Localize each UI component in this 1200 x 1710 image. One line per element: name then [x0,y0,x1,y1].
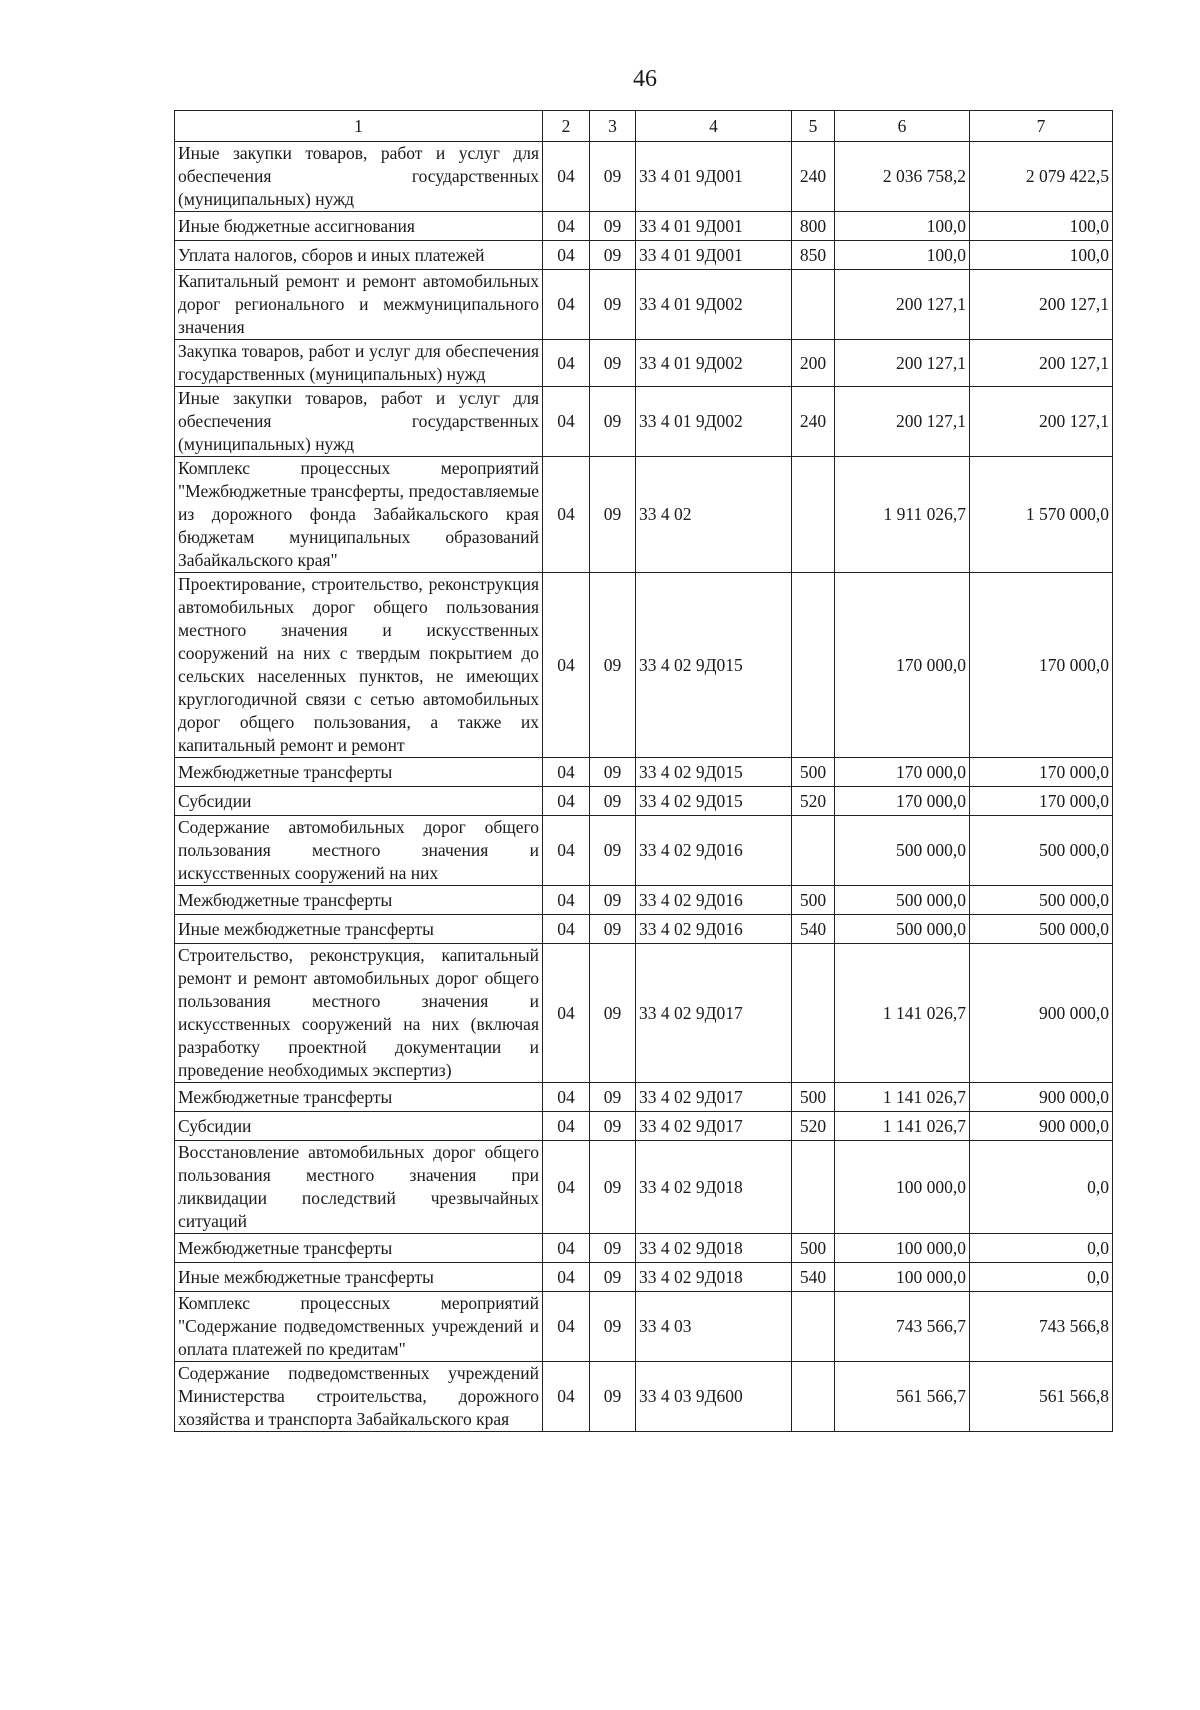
row-amount-7: 0,0 [970,1263,1113,1292]
row-subsection: 09 [590,1362,636,1432]
row-subsection: 09 [590,457,636,573]
row-expense-type [792,573,835,758]
table-row [175,212,1113,241]
row-amount-6: 500 000,0 [835,915,970,944]
row-target-code: 33 4 02 9Д016 [636,886,792,915]
row-name: Комплекс процессных мероприятий "Межбюджетные трансферты, предоставляемые из дорожного фонда Забайкальского края бюджетам муниципальных образований Забайкальского края" [175,457,543,573]
table-row [175,387,1113,457]
row-subsection: 09 [590,241,636,270]
row-amount-6: 100,0 [835,241,970,270]
table-row [175,886,1113,915]
row-amount-7: 100,0 [970,212,1113,241]
row-target-code: 33 4 01 9Д001 [636,241,792,270]
row-target-code: 33 4 02 [636,457,792,573]
row-expense-type: 500 [792,1234,835,1263]
row-expense-type: 520 [792,787,835,816]
row-amount-6: 100 000,0 [835,1234,970,1263]
row-target-code: 33 4 02 9Д017 [636,1112,792,1141]
row-section: 04 [543,241,590,270]
row-section: 04 [543,1083,590,1112]
header-col-7: 7 [970,111,1113,142]
row-name: Проектирование, строительство, реконструкция автомобильных дорог общего пользования местного значения и искусственных сооружений на них с твердым покрытием до сельских населенных пунктов, не имеющих круглогодичной связи с сетью автомобильных дорог общего пользования, а также их капитальный ремонт и ремонт [175,573,543,758]
row-amount-7: 500 000,0 [970,816,1113,886]
row-amount-6: 1 141 026,7 [835,944,970,1083]
table-row [175,457,1113,573]
row-amount-6: 1 141 026,7 [835,1083,970,1112]
row-name: Межбюджетные трансферты [175,1083,543,1112]
table-row [175,1112,1113,1141]
row-subsection: 09 [590,573,636,758]
row-target-code: 33 4 02 9Д018 [636,1234,792,1263]
row-amount-7: 170 000,0 [970,787,1113,816]
row-name: Строительство, реконструкция, капитальный ремонт и ремонт автомобильных дорог общего пользования местного значения и искусственных сооружений на них (включая разработку проектной документации и проведение необходимых экспертиз) [175,944,543,1083]
row-section: 04 [543,886,590,915]
row-subsection: 09 [590,387,636,457]
row-section: 04 [543,787,590,816]
row-name: Межбюджетные трансферты [175,886,543,915]
header-col-4: 4 [636,111,792,142]
header-col-6: 6 [835,111,970,142]
table-row [175,340,1113,387]
row-amount-6: 170 000,0 [835,787,970,816]
row-subsection: 09 [590,212,636,241]
row-subsection: 09 [590,816,636,886]
row-section: 04 [543,1292,590,1362]
row-expense-type [792,270,835,340]
row-amount-7: 500 000,0 [970,915,1113,944]
header-col-2: 2 [543,111,590,142]
row-expense-type: 850 [792,241,835,270]
row-expense-type [792,816,835,886]
row-section: 04 [543,1362,590,1432]
table-row [175,944,1113,1083]
row-section: 04 [543,915,590,944]
row-target-code: 33 4 01 9Д001 [636,142,792,212]
row-amount-7: 743 566,8 [970,1292,1113,1362]
table-row [175,142,1113,212]
row-subsection: 09 [590,1292,636,1362]
table-row [175,758,1113,787]
row-amount-6: 200 127,1 [835,340,970,387]
row-amount-7: 200 127,1 [970,387,1113,457]
row-expense-type: 540 [792,1263,835,1292]
row-expense-type: 540 [792,915,835,944]
row-name: Комплекс процессных мероприятий "Содержание подведомственных учреждений и оплата платежей по кредитам" [175,1292,543,1362]
row-section: 04 [543,340,590,387]
row-expense-type: 520 [792,1112,835,1141]
row-name: Восстановление автомобильных дорог общего пользования местного значения при ликвидации последствий чрезвычайных ситуаций [175,1141,543,1234]
table-row [175,816,1113,886]
row-target-code: 33 4 02 9Д018 [636,1141,792,1234]
row-name: Иные закупки товаров, работ и услуг для обеспечения государственных (муниципальных) нужд [175,387,543,457]
row-amount-6: 743 566,7 [835,1292,970,1362]
row-section: 04 [543,944,590,1083]
row-amount-7: 500 000,0 [970,886,1113,915]
row-amount-6: 170 000,0 [835,573,970,758]
row-amount-7: 200 127,1 [970,340,1113,387]
row-subsection: 09 [590,270,636,340]
table-row [175,787,1113,816]
row-section: 04 [543,1141,590,1234]
row-amount-7: 100,0 [970,241,1113,270]
row-name: Субсидии [175,1112,543,1141]
row-name: Закупка товаров, работ и услуг для обеспечения государственных (муниципальных) нужд [175,340,543,387]
row-amount-6: 170 000,0 [835,758,970,787]
row-expense-type: 240 [792,387,835,457]
row-subsection: 09 [590,886,636,915]
row-name: Иные закупки товаров, работ и услуг для обеспечения государственных (муниципальных) нужд [175,142,543,212]
row-section: 04 [543,758,590,787]
row-amount-6: 500 000,0 [835,816,970,886]
row-target-code: 33 4 02 9Д015 [636,787,792,816]
row-amount-7: 900 000,0 [970,1112,1113,1141]
row-subsection: 09 [590,1263,636,1292]
row-subsection: 09 [590,1234,636,1263]
table-row [175,1083,1113,1112]
table-row [175,241,1113,270]
row-amount-6: 200 127,1 [835,270,970,340]
row-target-code: 33 4 02 9Д016 [636,915,792,944]
row-section: 04 [543,1263,590,1292]
table-row [175,1263,1113,1292]
budget-table [174,110,1113,1432]
row-target-code: 33 4 01 9Д001 [636,212,792,241]
row-amount-7: 2 079 422,5 [970,142,1113,212]
row-target-code: 33 4 02 9Д016 [636,816,792,886]
row-target-code: 33 4 03 9Д600 [636,1362,792,1432]
row-amount-7: 900 000,0 [970,944,1113,1083]
table-row [175,573,1113,758]
row-expense-type [792,1141,835,1234]
row-amount-7: 561 566,8 [970,1362,1113,1432]
table-row [175,270,1113,340]
row-target-code: 33 4 02 9Д015 [636,758,792,787]
row-target-code: 33 4 03 [636,1292,792,1362]
table-row [175,1292,1113,1362]
row-amount-6: 1 141 026,7 [835,1112,970,1141]
row-subsection: 09 [590,915,636,944]
row-target-code: 33 4 02 9Д017 [636,1083,792,1112]
row-subsection: 09 [590,142,636,212]
row-amount-6: 200 127,1 [835,387,970,457]
row-section: 04 [543,387,590,457]
row-subsection: 09 [590,944,636,1083]
row-subsection: 09 [590,1083,636,1112]
row-section: 04 [543,457,590,573]
row-section: 04 [543,212,590,241]
row-amount-7: 170 000,0 [970,758,1113,787]
table-row [175,1362,1113,1432]
row-target-code: 33 4 01 9Д002 [636,340,792,387]
table-row [175,1141,1113,1234]
row-expense-type [792,1292,835,1362]
header-col-1: 1 [175,111,543,142]
row-amount-6: 500 000,0 [835,886,970,915]
row-section: 04 [543,1112,590,1141]
row-target-code: 33 4 02 9Д015 [636,573,792,758]
row-expense-type [792,457,835,573]
row-name: Иные межбюджетные трансферты [175,1263,543,1292]
row-expense-type [792,944,835,1083]
row-name: Капитальный ремонт и ремонт автомобильных дорог регионального и межмуниципального значения [175,270,543,340]
row-expense-type: 200 [792,340,835,387]
row-subsection: 09 [590,787,636,816]
row-expense-type: 500 [792,758,835,787]
row-expense-type: 800 [792,212,835,241]
row-amount-7: 200 127,1 [970,270,1113,340]
row-target-code: 33 4 01 9Д002 [636,387,792,457]
row-target-code: 33 4 02 9Д017 [636,944,792,1083]
row-expense-type: 500 [792,886,835,915]
table-row [175,1234,1113,1263]
row-amount-7: 0,0 [970,1141,1113,1234]
row-amount-7: 0,0 [970,1234,1113,1263]
row-amount-6: 100,0 [835,212,970,241]
row-expense-type [792,1362,835,1432]
row-name: Иные бюджетные ассигнования [175,212,543,241]
row-section: 04 [543,1234,590,1263]
row-amount-7: 170 000,0 [970,573,1113,758]
row-amount-6: 100 000,0 [835,1263,970,1292]
table-header-row [175,111,1113,142]
row-amount-7: 900 000,0 [970,1083,1113,1112]
row-name: Содержание автомобильных дорог общего пользования местного значения и искусственных сооружений на них [175,816,543,886]
row-amount-7: 1 570 000,0 [970,457,1113,573]
row-expense-type: 240 [792,142,835,212]
table-row [175,915,1113,944]
row-expense-type: 500 [792,1083,835,1112]
row-amount-6: 1 911 026,7 [835,457,970,573]
row-name: Субсидии [175,787,543,816]
row-name: Межбюджетные трансферты [175,758,543,787]
row-name: Межбюджетные трансферты [175,1234,543,1263]
row-subsection: 09 [590,340,636,387]
row-amount-6: 2 036 758,2 [835,142,970,212]
row-amount-6: 561 566,7 [835,1362,970,1432]
row-section: 04 [543,142,590,212]
page-number: 46 [633,66,657,92]
row-amount-6: 100 000,0 [835,1141,970,1234]
row-subsection: 09 [590,1141,636,1234]
row-subsection: 09 [590,758,636,787]
header-col-5: 5 [792,111,835,142]
row-name: Иные межбюджетные трансферты [175,915,543,944]
row-section: 04 [543,816,590,886]
row-name: Содержание подведомственных учреждений Министерства строительства, дорожного хозяйства и транспорта Забайкальского края [175,1362,543,1432]
row-section: 04 [543,573,590,758]
row-section: 04 [543,270,590,340]
row-target-code: 33 4 01 9Д002 [636,270,792,340]
row-subsection: 09 [590,1112,636,1141]
row-name: Уплата налогов, сборов и иных платежей [175,241,543,270]
header-col-3: 3 [590,111,636,142]
row-target-code: 33 4 02 9Д018 [636,1263,792,1292]
